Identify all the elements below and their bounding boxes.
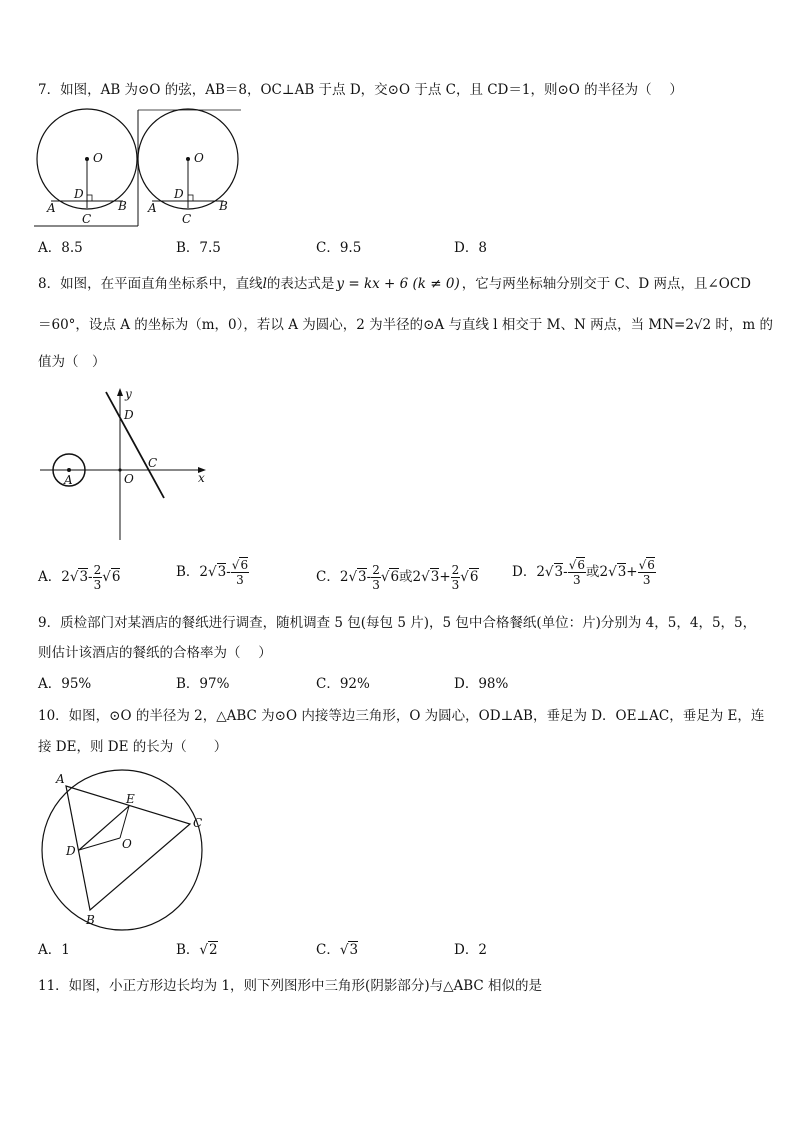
q8-figure [40,386,220,542]
q7-option-d[interactable]: D．8 [454,240,487,256]
q10-option-a[interactable]: A．1 [38,942,70,958]
q11-stem: 11．如图，小正方形边长均为 1，则下列图形中三角形(阴影部分)与△ABC 相似的是 [38,978,543,994]
q8-stem-line2: ＝60°，设点 A 的坐标为（m，0），若以 A 为圆心，2 为半径的⊙A 与直线 l 相交于 M、N 两点，当 MN=2√2 时，m 的 [38,317,773,333]
q10-option-b[interactable]: B．√2 [176,942,218,958]
q10-label-B: B [86,913,95,927]
q10-stem-line1: 10．如图，⊙O 的半径为 2，△ABC 为⊙O 内接等边三角形，O 为圆心，OD⊥AB，垂足为 D．OE⊥AC，垂足为 E，连 [38,708,765,724]
q9-option-c[interactable]: C．92% [316,676,370,692]
q10-label-E: E [126,792,135,806]
q9-stem-line2: 则估计该酒店的餐纸的合格率为（ ） [38,645,272,661]
q7-label-D-left: D [74,187,84,201]
q9-option-d[interactable]: D．98% [454,676,509,692]
q10-figure [40,766,220,931]
q7-label-B-left: B [118,199,127,213]
q7-label-O-right: O [194,151,204,165]
q7-label-B-right: B [219,199,228,213]
q9-option-a[interactable]: A．95% [38,676,92,692]
q7-label-D-right: D [174,187,184,201]
q7-label-C-left: C [82,212,92,226]
q8-option-b[interactable]: B．2√3- $\frac{√6}{3}$ [176,558,249,587]
q10-label-A: A [56,772,65,786]
q8-option-d[interactable]: D．2√3- $\frac{√6}{3}$ 或2√3+ $\frac{√6}{3}$ [512,558,655,587]
q8-label-D: D [124,408,134,422]
q10-option-d[interactable]: D．2 [454,942,487,958]
q8-option-a[interactable]: A．2√3- $\frac{2}{3}$ √6 [38,563,121,592]
q8-label-C: C [148,456,158,470]
q10-label-C: C [193,816,203,830]
q8-label-x: x [198,471,205,485]
q8-label-A: A [64,473,73,487]
q8-label-O: O [124,472,134,486]
q7-label-C-right: C [182,212,192,226]
q7-stem: 7．如图，AB 为⊙O 的弦，AB＝8，OC⊥AB 于点 D，交⊙O 于点 C，且 CD＝1，则⊙O 的半径为（ ） [38,82,683,98]
q7-figure [34,110,244,230]
q8-option-c[interactable]: C．2√3- $\frac{2}{3}$ √6或2√3+ $\frac{2}{3}$ √6 [316,563,479,592]
q10-stem-line2: 接 DE，则 DE 的长为（ ） [38,739,228,755]
q8-stem-line3: 值为（ ） [38,354,106,370]
q7-option-c[interactable]: C．9.5 [316,240,362,256]
q7-option-b[interactable]: B．7.5 [176,240,221,256]
q7-label-O-left: O [93,151,103,165]
q10-option-c[interactable]: C．√3 [316,942,359,958]
q8-label-y: y [125,387,132,401]
q10-label-D: D [66,844,76,858]
q7-option-a[interactable]: A．8.5 [38,240,83,256]
q9-stem-line1: 9．质检部门对某酒店的餐纸进行调查，随机调查 5 包(每包 5 片)，5 包中合格餐纸(单位：片)分别为 4，5，4，5，5， [38,615,757,631]
q9-option-b[interactable]: B．97% [176,676,230,692]
q7-label-A-left: A [47,201,56,215]
q7-label-A-right: A [148,201,157,215]
q8-stem-line1: 8．如图，在平面直角坐标系中，直线l的表达式是 y = kx + 6 (k ≠ 0) ，它与两坐标轴分别交于 C、D 两点，且∠OCD [38,276,751,292]
q10-label-O: O [122,837,132,851]
